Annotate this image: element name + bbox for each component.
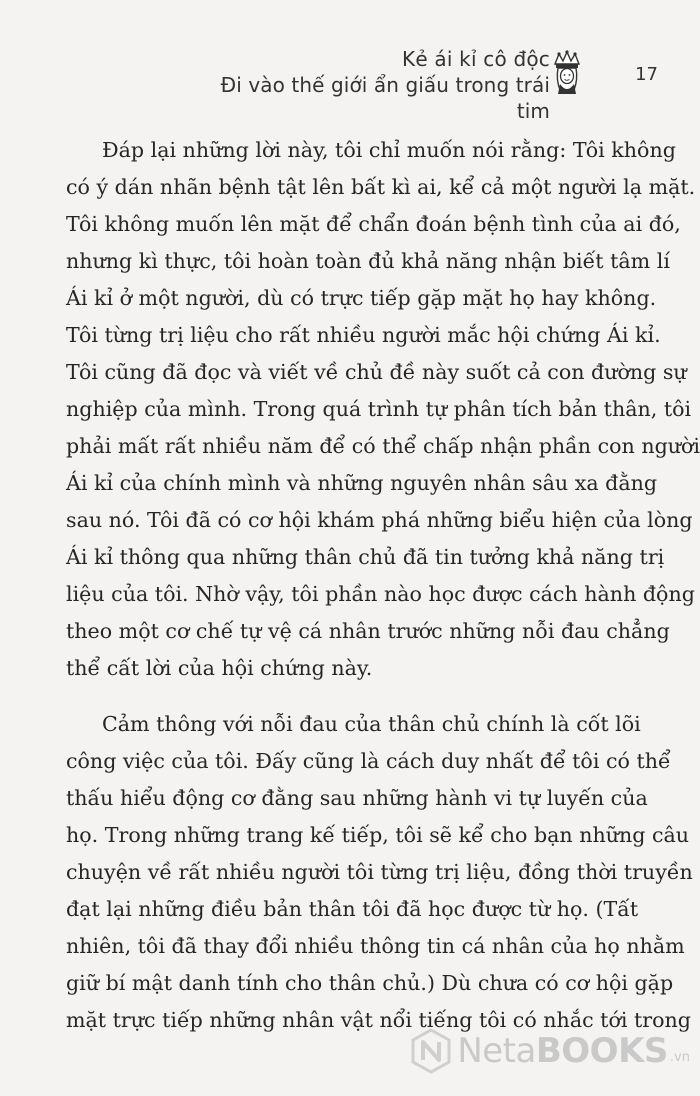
text-line: Đáp lại những lời này, tôi chỉ muốn nói rằng: Tôi không <box>102 138 676 162</box>
text-line: Tôi cũng đã đọc và viết về chủ đề này suốt cả con đường sự <box>66 360 687 384</box>
text-line: có ý dán nhãn bệnh tật lên bất kì ai, kể cả một người lạ mặt. <box>66 175 696 199</box>
netabooks-logo-icon <box>409 1028 453 1074</box>
text-line: Cảm thông với nỗi đau của thân chủ chính là cốt lõi <box>102 712 641 736</box>
text-line: nghiệp của mình. Trong quá trình tự phân tích bản thân, tôi <box>66 397 692 421</box>
text-line: sau nó. Tôi đã có cơ hội khám phá những biểu hiện của lòng <box>66 508 693 532</box>
paragraph <box>66 706 693 1039</box>
page-header <box>200 46 660 123</box>
text-line: đạt lại những điều bản thân tôi đã học được từ họ. (Tất <box>66 897 639 921</box>
running-head <box>200 46 550 124</box>
text-line: nhưng kì thực, tôi hoàn toàn đủ khả năng nhận biết tâm lí <box>66 249 670 273</box>
watermark-text <box>457 1031 668 1071</box>
watermark <box>409 1028 690 1074</box>
watermark-text-bold: BOOKS <box>535 1031 668 1071</box>
text-line: Tôi không muốn lên mặt để chẩn đoán bệnh tình của ai đó, <box>66 212 681 236</box>
text-line: thấu hiểu động cơ đằng sau những hành vi tự luyến của <box>66 786 648 810</box>
text-line: theo một cơ chế tự vệ cá nhân trước những nỗi đau chẳng <box>66 619 670 643</box>
book-subtitle: Đi vào thế giới ẩn giấu trong trái tim <box>220 73 550 123</box>
text-line: chuyện về rất nhiều người tôi từng trị liệu, đồng thời truyền <box>66 860 693 884</box>
watermark-tld: .vn <box>669 1049 690 1065</box>
text-line: công việc của tôi. Đấy cũng là cách duy nhất để tôi có thể <box>66 749 671 773</box>
text-line: Ái kỉ thông qua những thân chủ đã tin tưởng khả năng trị <box>66 545 665 569</box>
book-title: Kẻ ái kỉ cô độc <box>402 47 550 71</box>
text-line: mặt trực tiếp những nhân vật nổi tiếng tôi có nhắc tới trong <box>66 1008 691 1032</box>
watermark-text-light: Neta <box>457 1031 536 1071</box>
body-text <box>66 132 700 1039</box>
text-line: họ. Trong những trang kế tiếp, tôi sẽ kể cho bạn những câu <box>66 823 690 847</box>
text-line: Tôi từng trị liệu cho rất nhiều người mắc hội chứng Ái kỉ. <box>66 323 661 347</box>
text-line: giữ bí mật danh tính cho thân chủ.) Dù chưa có cơ hội gặp <box>66 971 674 995</box>
text-line: Ái kỉ ở một người, dù có trực tiếp gặp mặt họ hay không. <box>66 286 657 310</box>
queen-crown-icon <box>552 50 582 96</box>
text-line: thể cất lời của hội chứng này. <box>66 656 373 680</box>
text-line: phải mất rất nhiều năm để có thể chấp nhận phần con người <box>66 434 700 458</box>
page-number: 17 <box>635 64 658 85</box>
paragraph <box>66 132 700 687</box>
text-line: nhiên, tôi đã thay đổi nhiều thông tin cá nhân của họ nhằm <box>66 934 685 958</box>
text-line: Ái kỉ của chính mình và những nguyên nhân sâu xa đằng <box>66 471 658 495</box>
text-line: liệu của tôi. Nhờ vậy, tôi phần nào học được cách hành động <box>66 582 695 606</box>
